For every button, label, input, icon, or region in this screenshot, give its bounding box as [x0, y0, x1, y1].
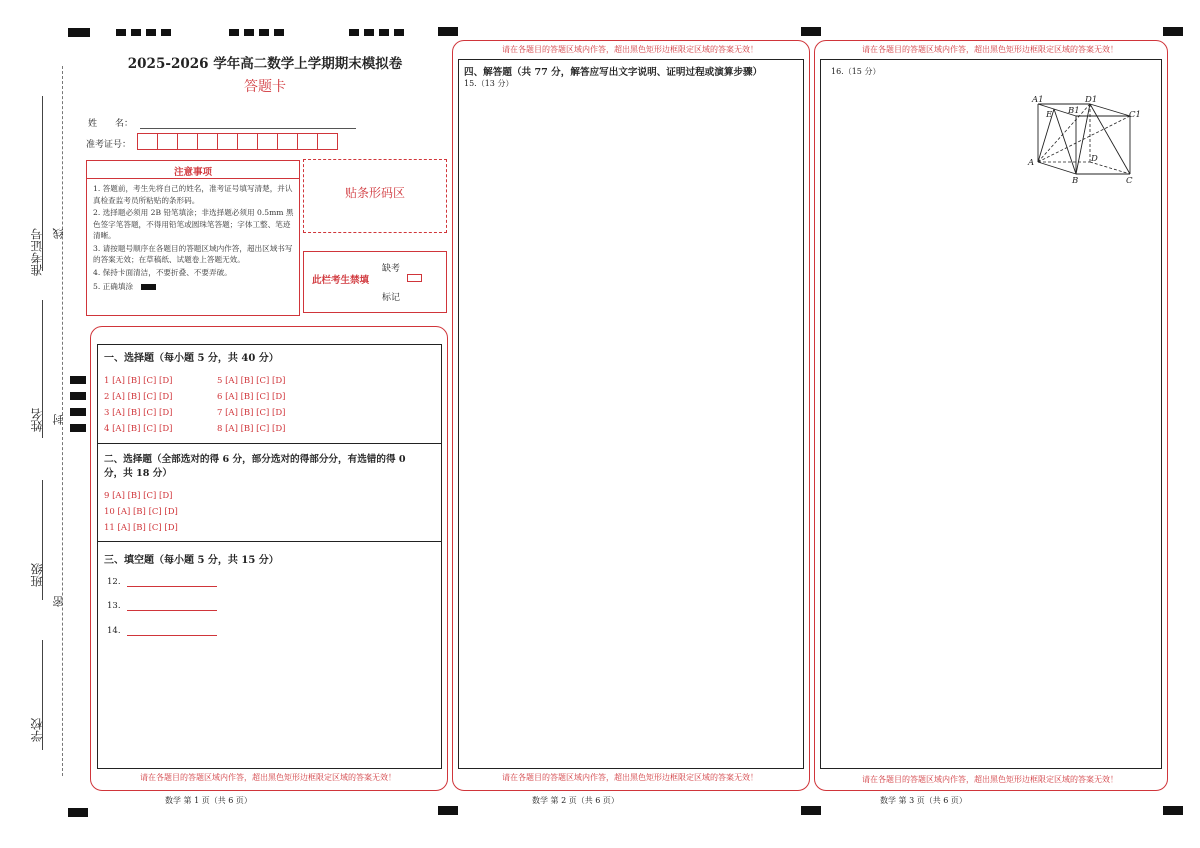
- choice-row-7[interactable]: 7 [A] [B] [C] [D]: [217, 408, 286, 418]
- registration-mark: [68, 808, 88, 817]
- id-digit-box[interactable]: [197, 133, 218, 150]
- choice-row-4[interactable]: 4 [A] [B] [C] [D]: [104, 424, 173, 434]
- fig-label-D: D: [1091, 154, 1098, 164]
- blank-line: [127, 586, 217, 587]
- notice-item-fill-example: [93, 281, 294, 293]
- fill-blank-13[interactable]: [107, 601, 217, 611]
- section3-title: 三、填空题（每小题 5 分，共 15 分）: [104, 555, 279, 566]
- registration-mark: [68, 28, 90, 37]
- section2-title-line1: 二、选择题（全部选对的得 6 分，部分选对的得部分分，有选错的得 0: [104, 454, 406, 465]
- side-seal-char: 封: [52, 414, 65, 425]
- id-digit-box[interactable]: [217, 133, 238, 150]
- id-digit-box[interactable]: [317, 133, 338, 150]
- notice-item: 4. 保持卡面清洁，不要折叠、不要弄破。: [93, 267, 232, 277]
- section2-title-line2: 分，共 18 分）: [104, 468, 172, 479]
- barcode-area: [303, 159, 447, 233]
- registration-mark: [116, 29, 126, 36]
- choice-row-8[interactable]: 8 [A] [B] [C] [D]: [217, 424, 286, 434]
- fig-label-D1: D1: [1085, 95, 1098, 105]
- side-school-label: 学校: [30, 718, 44, 742]
- section4-title: 四、解答题（共 77 分，解答应写出文字说明、证明过程或演算步骤）: [464, 67, 763, 78]
- registration-mark: [349, 29, 359, 36]
- fig-label-B: B: [1072, 176, 1079, 186]
- id-digit-box[interactable]: [157, 133, 178, 150]
- side-class-label: 班级: [30, 563, 44, 587]
- timing-mark: [70, 408, 86, 416]
- warning-text: 请在各题目的答题区域内作答，超出黑色矩形边框限定区域的答案无效！: [862, 45, 1118, 54]
- id-digit-box[interactable]: [237, 133, 258, 150]
- warning-text: 请在各题目的答题区域内作答，超出黑色矩形边框限定区域的答案无效！: [502, 773, 758, 782]
- choice-row-2[interactable]: 2 [A] [B] [C] [D]: [104, 392, 173, 402]
- page-footer: 数学 第 3 页（共 6 页）: [880, 796, 967, 805]
- registration-mark: [259, 29, 269, 36]
- fig-label-B1: B1: [1068, 106, 1080, 116]
- page-subtitle: 答题卡: [244, 79, 286, 95]
- id-number-boxes[interactable]: [137, 133, 338, 150]
- fill-blank-12[interactable]: [107, 577, 217, 587]
- registration-mark: [394, 29, 404, 36]
- notice-item: 5. 正确填涂: [93, 282, 134, 291]
- registration-mark: [131, 29, 141, 36]
- choice-row-10[interactable]: 10 [A] [B] [C] [D]: [104, 507, 178, 517]
- fig-label-A1: A1: [1032, 95, 1044, 105]
- notice-item: 3. 请按题号顺序在各题目的答题区域内作答，超出区域书写的答案无效；在草稿纸、试题卷上答题无效。: [93, 243, 293, 264]
- fig-label-C: C: [1126, 176, 1133, 186]
- registration-mark: [274, 29, 284, 36]
- choice-row-5[interactable]: 5 [A] [B] [C] [D]: [217, 376, 286, 386]
- fig-label-C1: C1: [1129, 110, 1141, 120]
- fill-blank-14[interactable]: [107, 626, 217, 636]
- side-secret-char: 密: [52, 596, 65, 607]
- name-field[interactable]: [140, 128, 356, 129]
- absent-checkbox[interactable]: [407, 274, 422, 282]
- question-16-label: 16.（15 分）: [831, 67, 881, 76]
- id-digit-box[interactable]: [297, 133, 318, 150]
- timing-mark: [70, 392, 86, 400]
- registration-mark: [161, 29, 171, 36]
- notice-item: 1. 答题前，考生先将自己的姓名，准考证号填写清楚，并认真检查监考员所粘贴的条形码。: [93, 184, 293, 205]
- registration-mark: [229, 29, 239, 36]
- section1-title: 一、选择题（每小题 5 分，共 40 分）: [104, 353, 279, 364]
- section-divider: [97, 541, 441, 542]
- blank-number: 14.: [107, 626, 121, 636]
- registration-mark: [364, 29, 374, 36]
- registration-mark: [244, 29, 254, 36]
- warning-text: 请在各题目的答题区域内作答，超出黑色矩形边框限定区域的答案无效！: [862, 775, 1118, 784]
- registration-mark: [1163, 27, 1183, 36]
- blank-line: [127, 635, 217, 636]
- barcode-label: 贴条形码区: [344, 186, 405, 200]
- page-footer: 数学 第 1 页（共 6 页）: [165, 796, 252, 805]
- warning-text: 请在各题目的答题区域内作答，超出黑色矩形边框限定区域的答案无效！: [502, 45, 758, 54]
- registration-mark: [438, 27, 458, 36]
- choice-row-1[interactable]: 1 [A] [B] [C] [D]: [104, 376, 173, 386]
- timing-mark: [70, 376, 86, 384]
- absent-label-top: 缺考: [382, 264, 401, 274]
- registration-mark: [801, 806, 821, 815]
- id-digit-box[interactable]: [177, 133, 198, 150]
- notice-item: 2. 选择题必须用 2B 铅笔填涂；非选择题必须用 0.5mm 黑色签字笔答题，不得用铅笔或圆珠笔答题；字体工整、笔迹清晰。: [93, 208, 294, 240]
- fig-label-E: E: [1046, 110, 1053, 120]
- absent-box: [303, 251, 447, 313]
- page-title: 2025-2026 学年高二数学上学期期末模拟卷: [127, 56, 403, 72]
- choice-row-6[interactable]: 6 [A] [B] [C] [D]: [217, 392, 286, 402]
- section-divider: [97, 443, 441, 444]
- id-digit-box[interactable]: [277, 133, 298, 150]
- id-digit-box[interactable]: [137, 133, 158, 150]
- forbidden-label: 此栏考生禁填: [312, 275, 370, 286]
- warning-text: 请在各题目的答题区域内作答，超出黑色矩形边框限定区域的答案无效！: [140, 773, 396, 782]
- question-15-label: 15.（13 分）: [464, 79, 514, 88]
- registration-mark: [1163, 806, 1183, 815]
- absent-label-bottom: 标记: [382, 293, 401, 303]
- page2-answer-frame: [458, 59, 804, 769]
- choice-row-9[interactable]: 9 [A] [B] [C] [D]: [104, 491, 173, 501]
- page-footer: 数学 第 2 页（共 6 页）: [532, 796, 619, 805]
- side-id-label: 准考证号: [30, 228, 44, 276]
- blank-number: 13.: [107, 601, 121, 611]
- choice-row-3[interactable]: 3 [A] [B] [C] [D]: [104, 408, 173, 418]
- side-line-char: 线: [52, 228, 65, 239]
- id-digit-box[interactable]: [257, 133, 278, 150]
- registration-mark: [801, 27, 821, 36]
- name-label: 姓 名：: [88, 119, 134, 129]
- registration-mark: [379, 29, 389, 36]
- registration-mark: [146, 29, 156, 36]
- fig-label-A: A: [1028, 158, 1035, 168]
- registration-mark: [438, 806, 458, 815]
- blank-line: [127, 610, 217, 611]
- side-name-label: 姓名: [30, 408, 44, 432]
- id-label: 准考证号：: [86, 140, 132, 150]
- notice-box: [86, 160, 300, 316]
- blank-number: 12.: [107, 577, 121, 587]
- notice-title: 注意事项: [87, 161, 299, 179]
- choice-row-11[interactable]: 11 [A] [B] [C] [D]: [104, 523, 178, 533]
- timing-mark: [70, 424, 86, 432]
- filled-bubble-example: [141, 284, 156, 290]
